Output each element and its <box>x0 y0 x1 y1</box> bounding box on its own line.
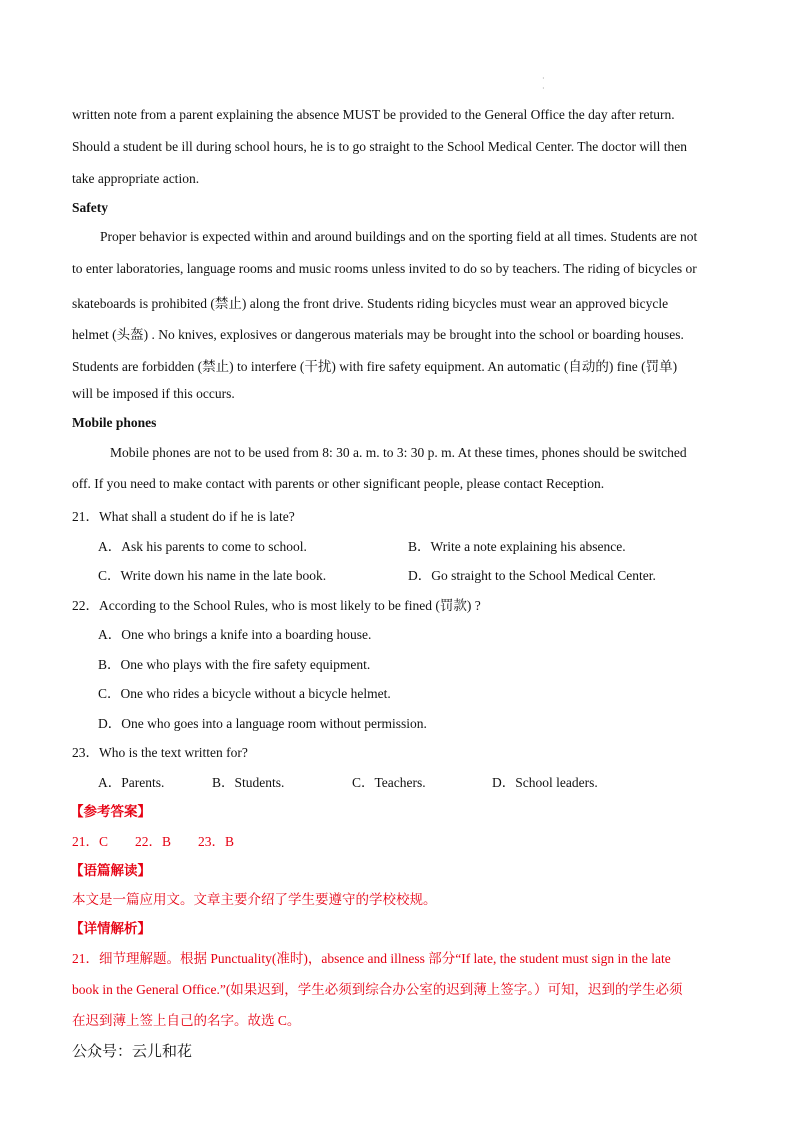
paragraph-line: Proper behavior is expected within and around buildings and on the sporting field at all times. Students are not <box>100 229 698 244</box>
section-heading-mobile: Mobile phones <box>72 415 157 430</box>
paragraph-line: Mobile phones are not to be used from 8: 30 a. m. to 3: 30 p. m. At these times, phones should be switched <box>110 445 687 460</box>
detail-line: book in the General Office.”(如果迟到，学生必须到综合办公室的迟到薄上签字。）可知，迟到的学生必须 <box>72 982 683 997</box>
question-23-stem: 23．Who is the text written for? <box>72 745 248 760</box>
q22-option-b: B．One who plays with the fire safety equipment. <box>98 657 371 672</box>
q23-option-b: B．Students. <box>212 775 285 790</box>
answer-key: 21．C 22．B 23．B <box>72 834 235 849</box>
detail-heading: 【详情解析】 <box>70 921 151 936</box>
detail-line: 在迟到薄上签上自己的名字。故选 C。 <box>72 1013 301 1028</box>
paragraph-line: take appropriate action. <box>72 171 200 186</box>
paragraph-line: helmet (头盔) . No knives, explosives or dangerous materials may be brought into the school or boarding houses. <box>72 327 684 342</box>
q22-option-d: D．One who goes into a language room without permission. <box>98 716 427 731</box>
q23-option-a: A．Parents. <box>98 775 165 790</box>
q23-option-d: D．School leaders. <box>492 775 598 790</box>
paragraph-line: skateboards is prohibited (禁止) along the front drive. Students riding bicycles must wear an approved bicycle <box>72 296 669 311</box>
paragraph-line: will be imposed if this occurs. <box>72 386 235 401</box>
q22-option-c: C．One who rides a bicycle without a bicycle helmet. <box>98 686 391 701</box>
paragraph-line: written note from a parent explaining the absence MUST be provided to the General Office the day after return. <box>72 107 675 122</box>
section-heading-safety: Safety <box>72 200 108 215</box>
q21-option-b: B．Write a note explaining his absence. <box>408 539 626 554</box>
detail-line: 21．细节理解题。根据 Punctuality(准时)，absence and illness 部分“If late, the student must sign in the late <box>72 951 671 966</box>
q22-option-a: A．One who brings a knife into a boarding house. <box>98 627 372 642</box>
question-21-stem: 21．What shall a student do if he is late? <box>72 509 295 524</box>
question-22-stem: 22．According to the School Rules, who is most likely to be fined (罚款) ? <box>72 598 481 613</box>
reading-text: 本文是一篇应用文。文章主要介绍了学生要遵守的学校校规。 <box>72 892 437 907</box>
q21-option-c: C．Write down his name in the late book. <box>98 568 327 583</box>
paragraph-line: to enter laboratories, language rooms and music rooms unless invited to do so by teachers. The riding of bicycles or <box>72 261 697 276</box>
top-marks: · · <box>542 74 545 93</box>
answer-heading: 【参考答案】 <box>70 804 151 819</box>
q21-option-d: D．Go straight to the School Medical Center. <box>408 568 656 583</box>
paragraph-line: Should a student be ill during school hours, he is to go straight to the School Medical Center. The doctor will then <box>72 139 688 154</box>
paragraph-line: off. If you need to make contact with parents or other significant people, please contact Reception. <box>72 476 605 491</box>
q21-option-a: A．Ask his parents to come to school. <box>98 539 307 554</box>
q23-option-c: C．Teachers. <box>352 775 426 790</box>
footer-watermark: 公众号：云儿和花 <box>72 1042 193 1060</box>
reading-heading: 【语篇解读】 <box>70 863 151 878</box>
paragraph-line: Students are forbidden (禁止) to interfere (干扰) with fire safety equipment. An automatic (自动的) fine (罚单) <box>72 359 678 374</box>
